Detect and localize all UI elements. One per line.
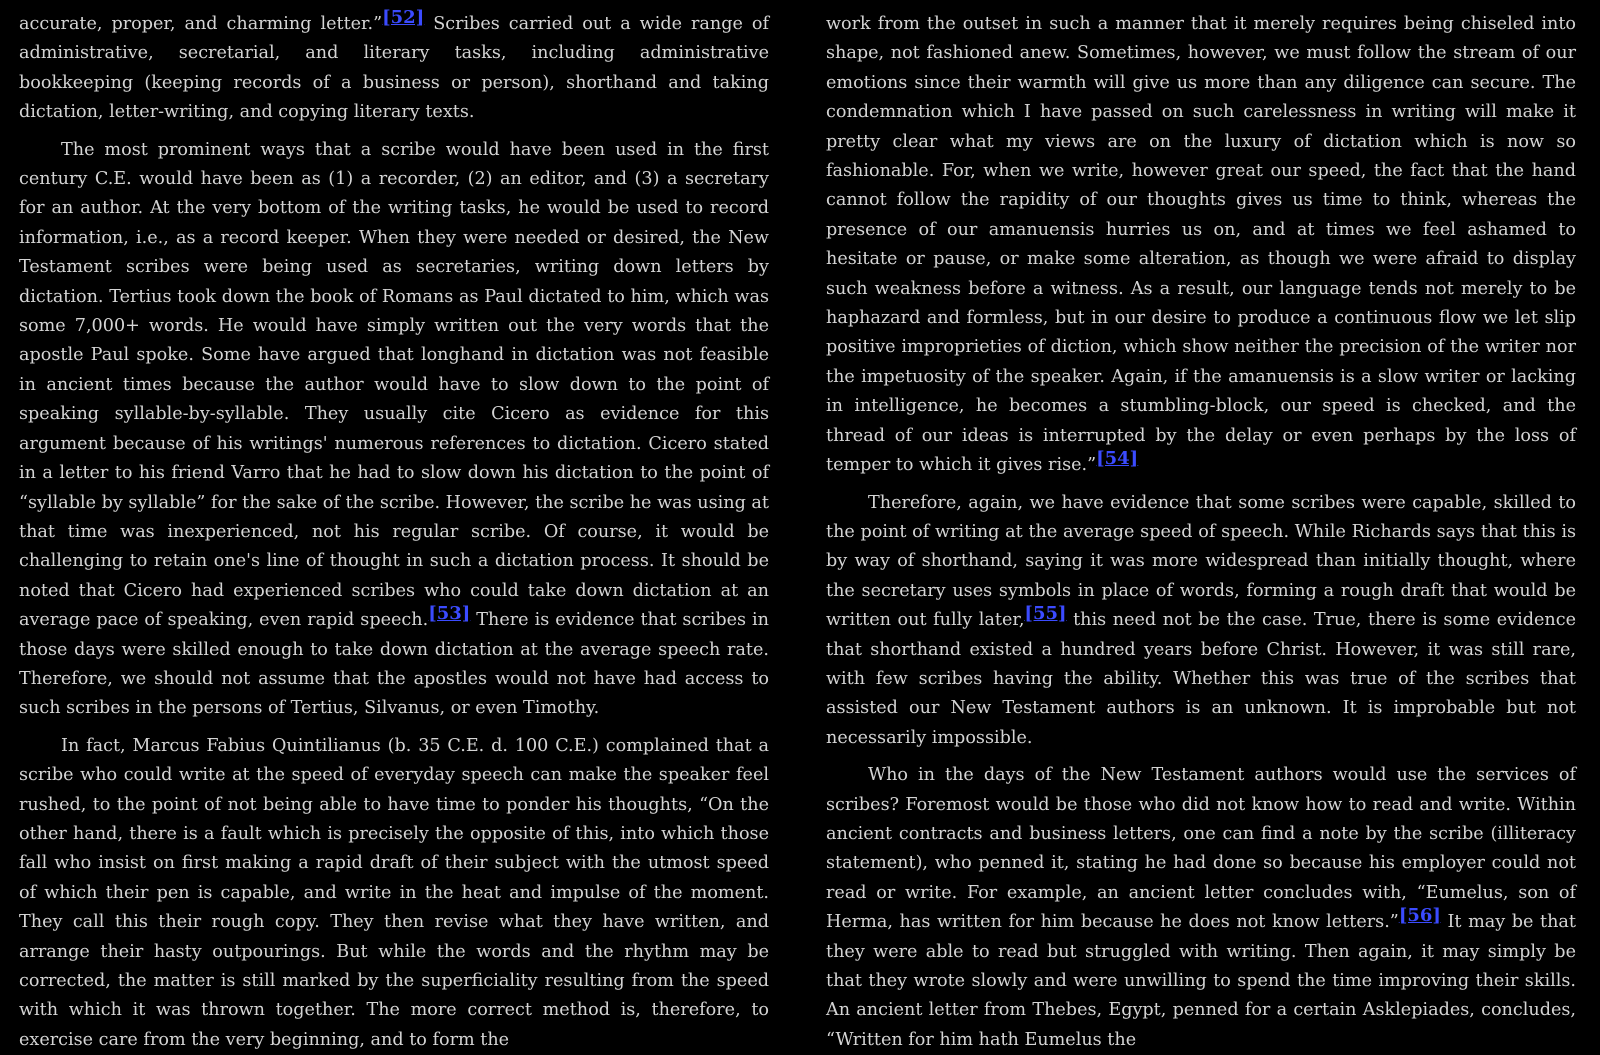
paragraph <box>19 136 769 724</box>
paragraph <box>826 489 1576 754</box>
paragraph-text: accurate, proper, and charming letter.” <box>19 14 383 34</box>
paragraph-text: There is evidence that scribes in those days were skilled enough to take down dictation at the average speech rate. Therefore, we should not assume that the apostles would not have had access to such scribes in the persons of Tertius, Silvanus, or even Timothy. <box>19 610 769 719</box>
paragraph-text: Who in the days of the New Testament authors would use the services of scribes? Foremost would be those who did not know how to read and write. Within ancient contracts and business letters, one can find a note by the scribe (illiteracy statement), who penned it, stating he had done so because his employer could not read or write. For example, an ancient letter concludes with, “Eumelus, son of Herma, has written for him because he does not know letters.” <box>826 765 1576 933</box>
paragraph-text: this need not be the case. True, there is some evidence that shorthand existed a hundred years before Christ. However, it was still rare, with few scribes having the ability. Whether this was true of the scribes that assisted our New Testament authors is an unknown. It is improbable but not necessarily impossible. <box>826 610 1576 748</box>
footnote-link-53[interactable]: [53] <box>428 603 471 625</box>
paragraph-text: The most prominent ways that a scribe would have been used in the first century C.E. would have been as (1) a recorder, (2) an editor, and (3) a secretary for an author. At the very bottom of the writing tasks, he would be used to record information, i.e., as a record keeper. When they were needed or desired, the New Testament scribes were being used as secretaries, writing down letters by dictation. Tertius took down the book of Romans as Paul dictated to him, which was some 7,000+ words. He would have simply written out the very words that the apostle Paul spoke. Some have argued that longhand in dictation was not feasible in ancient times because the author would have to slow down to the point of speaking syllable-by-syllable. They usually cite Cicero as evidence for this argument because of his writings' numerous references to dictation. Cicero stated in a letter to his friend Varro that he had to slow down his dictation to the point of “syllable by syllable” for the sake of the scribe. However, the scribe he was using at that time was inexperienced, not his regular scribe. Of course, it would be challenging to retain one's line of thought in such a dictation process. It should be noted that Cicero had experienced scribes who could take down dictation at an average pace of speaking, even rapid speech. <box>19 139 769 631</box>
paragraph <box>826 761 1576 1055</box>
footnote-link-55[interactable]: [55] <box>1024 603 1067 625</box>
paragraph-text: Scribes carried out a wide range of administrative, secretarial, and literary tasks, including administrative bookkeeping (keeping records of a business or person), shorthand and taking dictation, letter-writing, and copying literary texts. <box>19 14 769 123</box>
footnote-link-52[interactable]: [52] <box>382 7 425 28</box>
footnote-link-54[interactable]: [54] <box>1096 448 1139 470</box>
paragraph-text: It may be that they were able to read but struggled with writing. Then again, it may simply be that they wrote slowly and were unwilling to spend the time improving their skills. An ancient letter from Thebes, Egypt, penned for a certain Asklepiades, concludes, “Written for him hath Eumelus the <box>826 912 1576 1050</box>
left-column <box>19 7 769 1050</box>
paragraph <box>19 7 769 128</box>
paragraph-text: In fact, Marcus Fabius Quintilianus (b. 35 C.E. d. 100 C.E.) complained that a scribe who could write at the speed of everyday speech can make the speaker feel rushed, to the point of not being able to have time to ponder his thoughts, “On the other hand, there is a fault which is precisely the opposite of this, into which those fall who insist on first making a rapid draft of their subject with the utmost speed of which their pen is capable, and write in the heat and impulse of the moment. They call this their rough copy. They then revise what they have written, and arrange their hasty outpourings. But while the words and the rhythm may be corrected, the matter is still marked by the superficiality resulting from the speed with which it was thrown together. The more correct method is, therefore, to exercise care from the very beginning, and to form the <box>19 735 769 1050</box>
paragraph <box>826 10 1576 481</box>
paragraph-text: Therefore, again, we have evidence that some scribes were capable, skilled to the point of writing at the average speed of speech. While Richards says that this is by way of shorthand, saying it was more widespread than initially thought, where the secretary uses symbols in place of words, forming a rough draft that would be written out fully later, <box>826 492 1576 631</box>
paragraph-text: work from the outset in such a manner that it merely requires being chiseled into shape, not fashioned anew. Sometimes, however, we must follow the stream of our emotions since their warmth will give us more than any diligence can secure. The condemnation which I have passed on such carelessness in writing will make it pretty clear what my views are on the luxury of dictation which is now so fashionable. For, when we write, however great our speed, the fact that the hand cannot follow the rapidity of our thoughts gives us time to think, whereas the presence of our amanuensis hurries us on, and at times we feel ashamed to hesitate or pause, or make some alteration, as though we were afraid to display such weakness before a witness. As a result, our language tends not merely to be haphazard and formless, but in our desire to produce a continuous flow we let slip positive improprieties of diction, which show neither the precision of the writer nor the impetuosity of the speaker. Again, if the amanuensis is a slow writer or lacking in intelligence, he becomes a stumbling-block, our speed is checked, and the thread of our ideas is interrupted by the delay or even perhaps by the loss of temper to which it gives rise.” <box>826 14 1576 476</box>
footnote-link-56[interactable]: [56] <box>1398 905 1441 927</box>
paragraph <box>19 732 769 1055</box>
right-column <box>826 10 1576 1050</box>
